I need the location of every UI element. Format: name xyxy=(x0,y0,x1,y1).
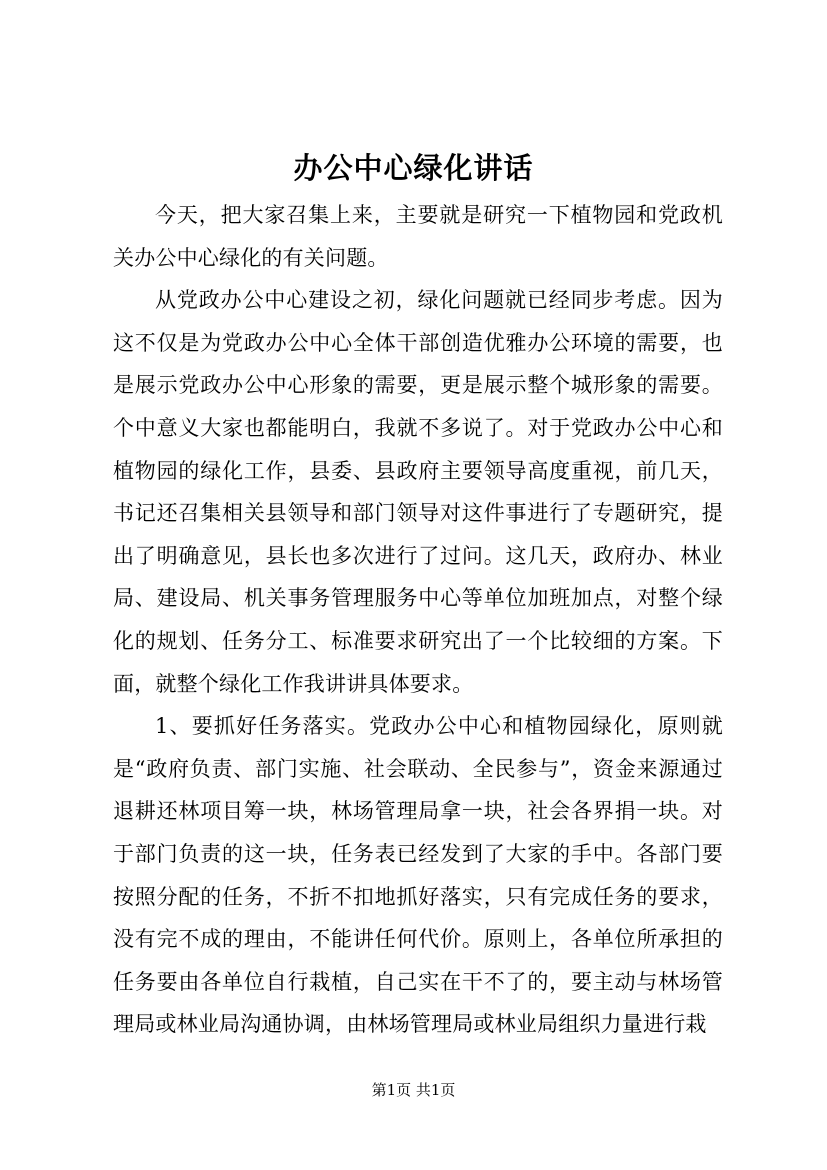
page-footer: 第1页 共1页 xyxy=(371,1081,456,1099)
paragraph-intro: 今天，把大家召集上来，主要就是研究一下植物园和党政机关办公中心绿化的有关问题。 xyxy=(113,203,723,270)
paragraph-task-implementation: 1、要抓好任务落实。党政办公中心和植物园绿化，原则就是“政府负责、部门实施、社会联动、全民参与”，资金来源通过退耕还林项目筹一块，林场管理局拿一块，社会各界捐一块。对于部门负责的这一块，任务表已经发到了大家的手中。各部门要按照分配的任务，不折不扣地抓好落实，只有完成任务的要求，没有完不成的理由，不能讲任何代价。原则上，各单位所承担的任务要由各单位自行栽植，自己实在干不了的，要主动与林场管理局或林业局沟通协调，由林场管理局或林业局组织力量进行栽 xyxy=(113,714,723,1037)
document-title: 办公中心绿化讲话 xyxy=(293,151,534,185)
document-body xyxy=(113,194,723,1046)
paragraph-background: 从党政办公中心建设之初，绿化问题就已经同步考虑。因为这不仅是为党政办公中心全体干部创造优雅办公环境的需要，也是展示党政办公中心形象的需要，更是展示整个城形象的需要。个中意义大家也都能明白，我就不多说了。对于党政办公中心和植物园的绿化工作，县委、县政府主要领导高度重视，前几天，书记还召集相关县领导和部门领导对这件事进行了专题研究，提出了明确意见，县长也多次进行了过问。这几天，政府办、林业局、建设局、机关事务管理服务中心等单位加班加点，对整个绿化的规划、任务分工、标准要求研究出了一个比较细的方案。下面，就整个绿化工作我讲讲具体要求。 xyxy=(113,288,723,696)
